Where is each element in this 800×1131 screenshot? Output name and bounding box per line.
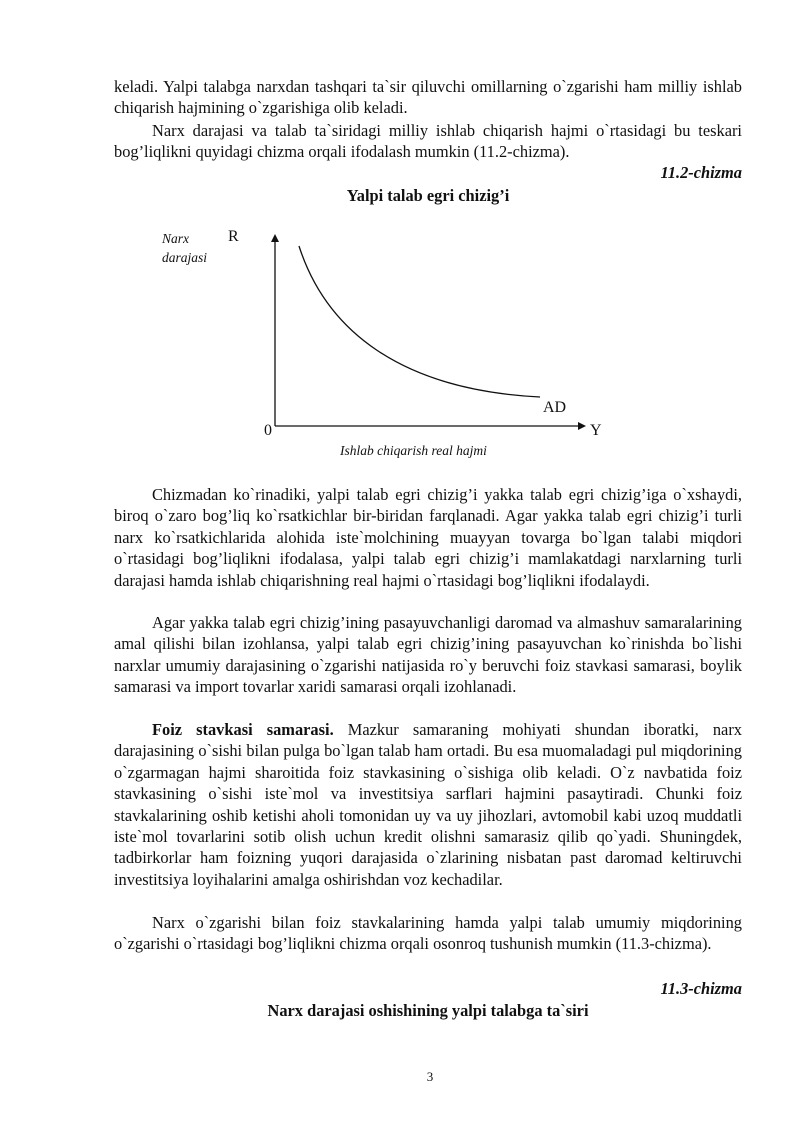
- y-axis-caption: Narx darajasi: [162, 231, 208, 265]
- figure-number-11-3: 11.3-chizma: [660, 979, 742, 998]
- paragraph-5: [114, 719, 742, 890]
- origin-label: 0: [264, 422, 272, 439]
- paragraph-5-heading: Foiz stavkasi samarasi.: [152, 720, 334, 739]
- paragraph-2: Narx darajasi va talab ta`siridagi milliy ishlab chiqarish hajmi o`rtasidagi bu teskari bog’liqlikni quyidagi chizma orqali ifodalash mumkin (11.2-chizma).: [114, 121, 742, 162]
- y-axis-letter: R: [228, 228, 239, 245]
- figure-number-11-2: 11.2-chizma: [660, 163, 742, 182]
- figure-title-11-3: Narx darajasi oshishining yalpi talabga ta`siri: [267, 1001, 589, 1020]
- paragraph-6: Narx o`zgarishi bilan foiz stavkalarining hamda yalpi talab umumiy miqdorining o`zgarishi o`rtasidagi bog’liqlikni chizma orqali osonroq tushunish mumkin (11.3-chizma).: [114, 913, 742, 954]
- aggregate-demand-chart: [0, 0, 800, 470]
- paragraph-4: Agar yakka talab egri chizig’ining pasayuvchanligi daromad va almashuv samaralarining amal qilishi bilan izohlansa, yalpi talab egri chizig’ining pasayuvchan ko`rinishda bo`lishi narxlar umumiy darajasining o`zgarishi natijasida ro`y beruvchi foiz stavkasi samarasi, boylik samarasi va import tovarlar xaridi samarasi orqali izohlanadi.: [114, 613, 742, 697]
- ad-curve: [299, 246, 540, 397]
- paragraph-3: Chizmadan ko`rinadiki, yalpi talab egri chizig’i yakka talab egri chizig’iga o`xshaydi, biroq o`zaro bog’liq ko`rsatkichlar bir-biridan farqlanadi. Agar yakka talab egri chizig’i turli narx ko`rsatkichlarida alohida iste`molchining muayyan tovarga bo`lgan talabi miqdori o`rtasidagi bog’liqlikni ifodalasa, yalpi talab egri chizig’i mamlakatdagi narxlarning turli darajasi hamda ishlab chiqarishning real hajmi o`rtasidagi bog’liqlikni ifodalaydi.: [114, 485, 742, 590]
- paragraph-5-body: Mazkur samaraning mohiyati shundan iboratki, narx darajasining o`sishi bilan pulga bo`lgan talab ham ortadi. Bu esa muomaladagi pul miqdorining o`zgarmagan hajmi sharoitida foiz stavkasining o`sishiga olib keladi. O`z navbatida foiz stavkasining o`sishi iste`mol va investitsiya sarflari hajmini pasaytiradi. Chunki foiz stavkalarining oshib ketishi aholi tomonidan uy va uy jihozlari, avtomobil kabi uzoq muddatli iste`mol tovarlarini sotib olish uchun kredit olishni samarasiz qilib qo`yadi. Shuningdek, tadbirkorlar ham foizning yuqori darajasida o`zlarining nisbatan past daromad keltiruvchi investitsiya loyihalarini amalga oshirishdan voz kechadilar.: [114, 720, 742, 889]
- page-number: 3: [426, 1069, 434, 1084]
- x-axis-caption: Ishlab chiqarish real hajmi: [340, 443, 487, 458]
- x-axis-letter: Y: [590, 422, 602, 439]
- curve-label-ad: AD: [543, 399, 567, 416]
- paragraph-1: keladi. Yalpi talabga narxdan tashqari ta`sir qiluvchi omillarning o`zgarishi ham milliy ishlab chiqarish hajmining o`zgarishiga olib keladi.: [114, 77, 742, 118]
- figure-title-11-2: Yalpi talab egri chizig’i: [346, 186, 510, 205]
